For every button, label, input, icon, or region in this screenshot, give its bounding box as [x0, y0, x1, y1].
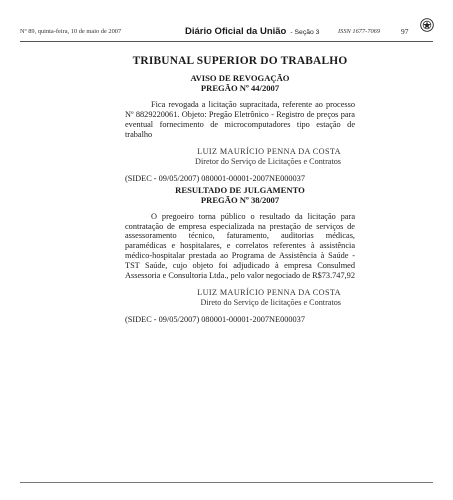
journal-title: [185, 26, 319, 37]
journal-name: Diário Oficial da União: [185, 26, 287, 37]
notice1-signer-role: Diretor do Serviço de Licitações e Contratos: [195, 156, 341, 166]
notice1-subtitle: PREGÃO Nº 44/2007: [200, 83, 280, 93]
notice1-title: AVISO DE REVOGAÇÃO: [190, 73, 290, 83]
coat-of-arms-icon: [420, 18, 434, 32]
issue-date: Nº 89, quinta-feira, 10 de maio de 2007: [20, 28, 122, 35]
page-header: [20, 26, 433, 40]
notice1-signature: [125, 147, 355, 167]
notice2-body: O pregoeiro torna público o resultado da licitação para contratação de empresa especializada na prestação de serviços de assessoramento técnico, faturamento, auditorias médicas, paramédicas e hospitalares, e correlatos referentes à assistência médico-hospitalar prestada ao Programa de Assistência à Saúde - TST Saúde, cujo objeto foi adjudicado à empresa Consulmed Assessoria e Consultoria Ltda., pelo valor negociado de R$73.747,92: [125, 211, 355, 281]
notice2-subtitle: PREGÃO Nº 38/2007: [200, 194, 280, 205]
main-column: [125, 55, 355, 325]
notice2-title: RESULTADO DE JULGAMENTO: [175, 184, 305, 195]
notice2-signer-role: Direto do Serviço de licitações e Contratos: [200, 297, 341, 307]
court-title: TRIBUNAL SUPERIOR DO TRABALHO: [132, 55, 348, 67]
notice2-signature: [125, 288, 355, 308]
issn-number: ISSN 1677-7069: [338, 28, 381, 35]
header-divider: [20, 41, 433, 42]
page-number: 97: [401, 27, 409, 36]
footer-divider: [20, 482, 433, 483]
notice1-reference: (SIDEC - 09/05/2007) 080001-00001-2007NE000037: [125, 173, 305, 183]
notice2-reference: (SIDEC - 09/05/2007) 080001-00001-2007NE000037: [125, 314, 305, 324]
notice1-signer-name: LUIZ MAURÍCIO PENNA DA COSTA: [197, 146, 341, 156]
notice2-signer-name: LUIZ MAURÍCIO PENNA DA COSTA: [197, 287, 341, 297]
section-label: - Seção 3: [290, 29, 320, 36]
notice1-body: Fica revogada a licitação supracitada, referente ao processo Nº 8829220061. Objeto: Pregão Eletrônico - Registro de preços para eventual fornecimento de microcomputadores tipo estação de trabalho: [125, 100, 355, 139]
